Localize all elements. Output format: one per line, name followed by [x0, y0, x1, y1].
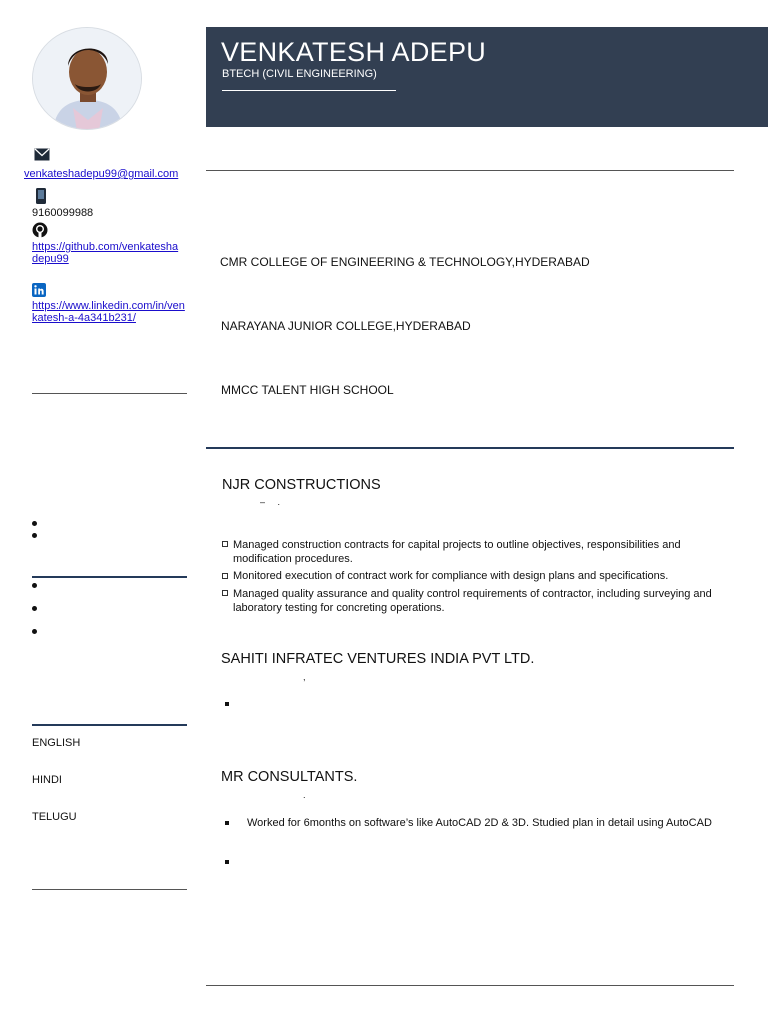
education-item: CMR COLLEGE OF ENGINEERING & TECHNOLOGY,HYDERABAD	[220, 255, 590, 269]
duty-bullet	[222, 573, 228, 579]
duty-bullet	[222, 590, 228, 596]
sidebar-divider-2	[32, 576, 187, 578]
section-divider-3	[206, 985, 734, 986]
email-icon	[34, 148, 50, 164]
duty-bullet	[222, 541, 228, 547]
duty-bullet	[225, 702, 229, 706]
education-item: MMCC TALENT HIGH SCHOOL	[221, 383, 394, 397]
duty-text: Managed quality assurance and quality control requirements of contractor, including surveying and laboratory testing for concreting operations.	[233, 588, 712, 614]
duty-text: Monitored execution of contract work for compliance with design plans and specifications.	[233, 570, 669, 582]
github-link[interactable]	[32, 241, 178, 265]
linkedin-icon	[32, 283, 48, 299]
sidebar-divider-1	[32, 393, 187, 394]
section-divider-2	[206, 447, 734, 449]
education-item: NARAYANA JUNIOR COLLEGE,HYDERABAD	[221, 319, 471, 333]
phone-icon	[36, 188, 52, 204]
language-item: HINDI	[32, 774, 62, 786]
candidate-degree: BTECH (CIVIL ENGINEERING)	[222, 68, 377, 80]
header-divider	[222, 90, 396, 91]
github-link-line-1[interactable]: https://github.com/venkatesha	[32, 241, 179, 253]
github-link-line-2[interactable]: depu99	[32, 253, 69, 265]
linkedin-link-line-1[interactable]: https://www.linkedin.com/in/ven	[32, 300, 185, 312]
job-dates: ,	[303, 672, 306, 682]
linkedin-link[interactable]	[32, 300, 185, 324]
sidebar-bullet	[32, 583, 37, 588]
sidebar-bullet	[32, 521, 37, 526]
phone-number: 9160099988	[32, 207, 94, 219]
sidebar-divider-3	[32, 724, 187, 726]
sidebar-bullet	[32, 606, 37, 611]
duty-text: Managed construction contracts for capital projects to outline objectives, responsibilities and modification procedures.	[233, 539, 681, 565]
job-dates: – .	[260, 497, 281, 507]
language-item: TELUGU	[32, 811, 77, 823]
github-icon	[32, 222, 48, 238]
job-dates: .	[303, 790, 306, 800]
profile-photo	[32, 27, 142, 130]
language-item: ENGLISH	[32, 737, 81, 749]
duty-bullet	[225, 821, 229, 825]
sidebar-bullet	[32, 629, 37, 634]
company-name: NJR CONSTRUCTIONS	[222, 477, 381, 493]
company-name: MR CONSULTANTS.	[221, 769, 358, 785]
duty-bullet	[225, 860, 229, 864]
linkedin-link-line-2[interactable]: katesh-a-4a341b231/	[32, 312, 136, 324]
email-link[interactable]: venkateshadepu99@gmail.com	[24, 168, 179, 180]
sidebar-bullet	[32, 533, 37, 538]
duty-text: Worked for 6months on software’s like AutoCAD 2D & 3D. Studied plan in detail using AutoCAD	[247, 817, 712, 829]
section-divider-1	[206, 170, 734, 171]
company-name: SAHITI INFRATEC VENTURES INDIA PVT LTD.	[221, 651, 535, 667]
person-photo-icon	[33, 28, 142, 130]
candidate-name: VENKATESH ADEPU	[221, 37, 487, 67]
sidebar-divider-4	[32, 889, 187, 890]
